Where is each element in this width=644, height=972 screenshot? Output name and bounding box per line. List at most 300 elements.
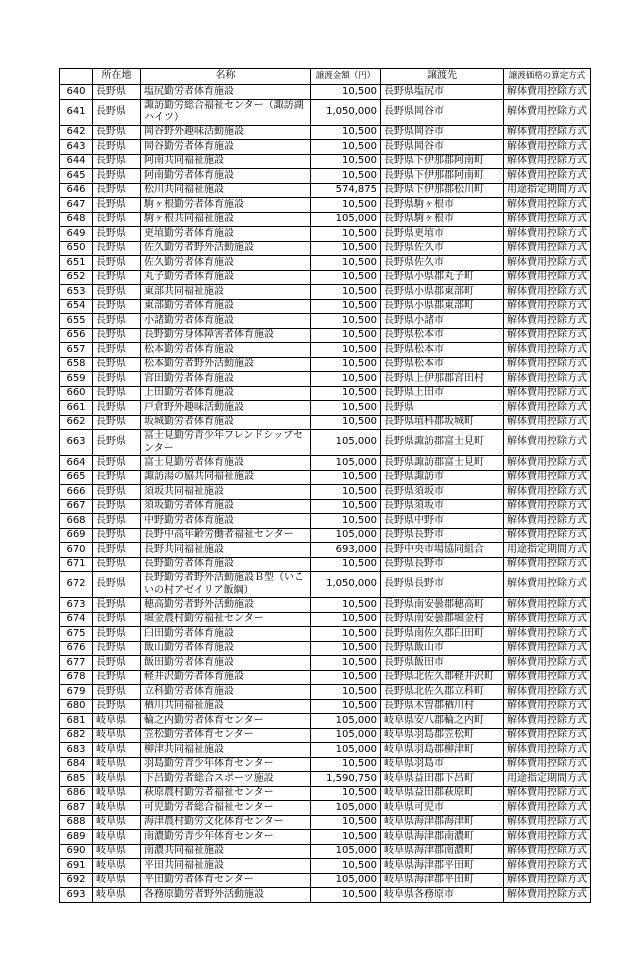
row-amount: 105,000 [311,728,381,743]
row-name: 富士見勤労者体育施設 [141,456,311,471]
row-name: 丸子勤労者体育施設 [141,270,311,285]
row-method: 解体費用控除方式 [504,227,591,242]
row-number: 647 [60,198,93,213]
row-location: 岐阜県 [93,844,141,859]
row-number: 640 [60,85,93,100]
row-method: 解体費用控除方式 [504,612,591,627]
row-transferee: 岐阜県海津郡南濃町 [381,844,504,859]
row-amount: 10,500 [311,343,381,358]
row-name: 下呂勤労者総合スポーツ施設 [141,772,311,787]
row-transferee: 長野県南佐久郡臼田町 [381,627,504,642]
row-location: 長野県 [93,430,141,456]
row-location: 長野県 [93,314,141,329]
row-name: 長野共同福祉施設 [141,543,311,558]
row-location: 長野県 [93,154,141,169]
row-transferee: 長野県佐久市 [381,241,504,256]
row-method: 解体費用控除方式 [504,415,591,430]
row-number: 664 [60,456,93,471]
row-transferee: 長野県諏訪郡富士見町 [381,430,504,456]
row-location: 長野県 [93,140,141,155]
row-method: 解体費用控除方式 [504,328,591,343]
row-transferee: 長野県松本市 [381,343,504,358]
row-amount: 105,000 [311,844,381,859]
row-number: 660 [60,386,93,401]
row-method: 解体費用控除方式 [504,757,591,772]
row-method: 解体費用控除方式 [504,140,591,155]
table-row [60,198,591,213]
row-name: 岡谷勤労者体育施設 [141,140,311,155]
table-row [60,714,591,729]
row-method: 用途指定期間方式 [504,772,591,787]
row-transferee: 長野県北佐久郡立科町 [381,685,504,700]
row-location: 長野県 [93,670,141,685]
row-transferee: 長野県木曽郡楢川村 [381,699,504,714]
row-location: 長野県 [93,270,141,285]
row-number: 654 [60,299,93,314]
row-amount: 10,500 [311,198,381,213]
row-location: 長野県 [93,699,141,714]
row-amount: 105,000 [311,801,381,816]
row-amount: 1,590,750 [311,772,381,787]
row-method: 解体費用控除方式 [504,743,591,758]
row-number: 678 [60,670,93,685]
row-transferee: 長野県小県郡丸子町 [381,270,504,285]
row-name: 萩原農村勤労者福祉センター [141,786,311,801]
table-row [60,743,591,758]
row-method: 用途指定期間方式 [504,543,591,558]
row-number: 676 [60,641,93,656]
row-amount: 10,500 [311,372,381,387]
row-method: 解体費用控除方式 [504,386,591,401]
table-row [60,470,591,485]
row-transferee: 長野県小県郡東部町 [381,299,504,314]
row-method: 解体費用控除方式 [504,888,591,903]
row-transferee: 長野県長野市 [381,528,504,543]
row-method: 解体費用控除方式 [504,99,591,125]
row-amount: 10,500 [311,627,381,642]
row-amount: 105,000 [311,212,381,227]
row-method: 解体費用控除方式 [504,728,591,743]
row-method: 解体費用控除方式 [504,299,591,314]
row-amount: 10,500 [311,514,381,529]
row-name: 海津農村勤労文化体育センター [141,815,311,830]
row-number: 668 [60,514,93,529]
table-row [60,557,591,572]
row-location: 岐阜県 [93,743,141,758]
row-method: 解体費用控除方式 [504,485,591,500]
row-amount: 10,500 [311,227,381,242]
row-name: 更埴勤労者体育施設 [141,227,311,242]
table-row [60,844,591,859]
row-method: 解体費用控除方式 [504,85,591,100]
row-method: 解体費用控除方式 [504,499,591,514]
row-amount: 105,000 [311,873,381,888]
table-row [60,169,591,184]
row-location: 長野県 [93,612,141,627]
table-row [60,125,591,140]
row-location: 岐阜県 [93,728,141,743]
row-amount: 10,500 [311,470,381,485]
row-transferee: 長野県須坂市 [381,485,504,500]
table-row [60,456,591,471]
row-number: 687 [60,801,93,816]
row-location: 長野県 [93,470,141,485]
row-name: 平田勤労者体育センター [141,873,311,888]
row-number: 643 [60,140,93,155]
row-location: 長野県 [93,343,141,358]
table-row [60,801,591,816]
row-method: 解体費用控除方式 [504,557,591,572]
row-name: 東部勤労者体育施設 [141,299,311,314]
row-location: 長野県 [93,543,141,558]
row-name: 佐久勤労者体育施設 [141,256,311,271]
row-name: 塩尻勤労者体育施設 [141,85,311,100]
header-name: 名称 [141,69,311,85]
row-method: 解体費用控除方式 [504,714,591,729]
row-amount: 10,500 [311,241,381,256]
row-method: 解体費用控除方式 [504,169,591,184]
table-row [60,699,591,714]
table-row [60,227,591,242]
table-header-row [60,69,591,85]
table-row [60,641,591,656]
row-amount: 10,500 [311,314,381,329]
row-name: 平田共同福祉施設 [141,859,311,874]
row-amount: 10,500 [311,888,381,903]
row-method: 用途指定期間方式 [504,183,591,198]
row-method: 解体費用控除方式 [504,514,591,529]
table-row [60,99,591,125]
row-transferee: 岐阜県海津郡海津町 [381,815,504,830]
row-method: 解体費用控除方式 [504,572,591,598]
row-method: 解体費用控除方式 [504,470,591,485]
row-method: 解体費用控除方式 [504,212,591,227]
row-amount: 10,500 [311,612,381,627]
row-number: 648 [60,212,93,227]
row-number: 692 [60,873,93,888]
row-amount: 10,500 [311,859,381,874]
table-row [60,401,591,416]
row-location: 長野県 [93,557,141,572]
row-location: 長野県 [93,401,141,416]
table-row [60,772,591,787]
table-row [60,241,591,256]
row-transferee: 長野県諏訪市 [381,470,504,485]
row-number: 658 [60,357,93,372]
table-row [60,670,591,685]
table-row [60,514,591,529]
row-name: 楢川共同福祉施設 [141,699,311,714]
row-name: 東部共同福祉施設 [141,285,311,300]
table-row [60,656,591,671]
row-number: 675 [60,627,93,642]
row-location: 長野県 [93,656,141,671]
table-row [60,543,591,558]
row-amount: 693,000 [311,543,381,558]
row-location: 長野県 [93,685,141,700]
row-amount: 105,000 [311,528,381,543]
row-location: 長野県 [93,499,141,514]
table-row [60,685,591,700]
row-number: 685 [60,772,93,787]
row-transferee: 岐阜県海津郡平田町 [381,859,504,874]
row-name: 諏訪湯の脇共同福祉施設 [141,470,311,485]
row-transferee: 長野県松本市 [381,328,504,343]
row-location: 長野県 [93,125,141,140]
row-transferee: 長野県飯田市 [381,656,504,671]
row-transferee: 長野中央市場協同組合 [381,543,504,558]
row-amount: 10,500 [311,285,381,300]
table-row [60,612,591,627]
row-number: 649 [60,227,93,242]
header-method: 譲渡価格の算定方式 [504,69,591,85]
row-number: 645 [60,169,93,184]
row-amount: 10,500 [311,270,381,285]
row-amount: 10,500 [311,357,381,372]
header-location: 所在地 [93,69,141,85]
row-method: 解体費用控除方式 [504,456,591,471]
row-number: 652 [60,270,93,285]
table-row [60,888,591,903]
row-number: 674 [60,612,93,627]
row-method: 解体費用控除方式 [504,528,591,543]
row-name: 軽井沢勤労者体育施設 [141,670,311,685]
row-number: 665 [60,470,93,485]
row-method: 解体費用控除方式 [504,685,591,700]
row-name: 南濃共同福祉施設 [141,844,311,859]
row-location: 長野県 [93,357,141,372]
row-method: 解体費用控除方式 [504,357,591,372]
document-page [59,68,591,903]
table-row [60,757,591,772]
row-method: 解体費用控除方式 [504,343,591,358]
row-number: 659 [60,372,93,387]
row-transferee: 長野県小県郡東部町 [381,285,504,300]
row-name: 須坂勤労者体育施設 [141,499,311,514]
table-row [60,485,591,500]
row-method: 解体費用控除方式 [504,598,591,613]
row-amount: 10,500 [311,815,381,830]
row-number: 671 [60,557,93,572]
header-transferee: 譲渡先 [381,69,504,85]
table-row [60,85,591,100]
row-transferee: 長野県飯山市 [381,641,504,656]
row-location: 岐阜県 [93,801,141,816]
row-transferee: 長野県中野市 [381,514,504,529]
row-amount: 10,500 [311,125,381,140]
row-method: 解体費用控除方式 [504,372,591,387]
row-location: 長野県 [93,256,141,271]
row-name: 中野勤労者体育施設 [141,514,311,529]
row-name: 長野勤労者体育施設 [141,557,311,572]
table-row [60,499,591,514]
row-transferee: 長野県塩尻市 [381,85,504,100]
row-name: 諏訪勤労総合福祉センター（諏訪湖ハイツ） [141,99,311,125]
row-method: 解体費用控除方式 [504,670,591,685]
row-transferee: 長野県岡谷市 [381,125,504,140]
table-row [60,430,591,456]
row-method: 解体費用控除方式 [504,641,591,656]
row-amount: 10,500 [311,415,381,430]
row-number: 651 [60,256,93,271]
row-transferee: 岐阜県羽島郡柳津町 [381,743,504,758]
row-method: 解体費用控除方式 [504,285,591,300]
row-number: 667 [60,499,93,514]
row-location: 長野県 [93,372,141,387]
row-method: 解体費用控除方式 [504,699,591,714]
row-name: 長野勤労身体障害者体育施設 [141,328,311,343]
row-transferee: 長野県松本市 [381,357,504,372]
row-number: 683 [60,743,93,758]
row-transferee: 岐阜県海津郡平田町 [381,873,504,888]
row-location: 長野県 [93,183,141,198]
row-number: 693 [60,888,93,903]
row-number: 644 [60,154,93,169]
row-amount: 10,500 [311,670,381,685]
table-row [60,386,591,401]
table-row [60,815,591,830]
row-transferee: 長野県佐久市 [381,256,504,271]
row-name: 阿南共同福祉施設 [141,154,311,169]
row-name: 笠松勤労者体育センター [141,728,311,743]
table-row [60,212,591,227]
row-amount: 10,500 [311,328,381,343]
row-name: 坂城勤労者体育施設 [141,415,311,430]
row-method: 解体費用控除方式 [504,256,591,271]
row-transferee: 岐阜県益田郡下呂町 [381,772,504,787]
row-number: 681 [60,714,93,729]
row-number: 673 [60,598,93,613]
row-location: 長野県 [93,299,141,314]
row-location: 岐阜県 [93,714,141,729]
row-location: 長野県 [93,285,141,300]
row-name: 佐久勤労者野外活動施設 [141,241,311,256]
row-name: 可児勤労者総合福祉センター [141,801,311,816]
row-name: 飯山勤労者体育施設 [141,641,311,656]
row-number: 688 [60,815,93,830]
row-method: 解体費用控除方式 [504,873,591,888]
table-row [60,572,591,598]
row-location: 長野県 [93,85,141,100]
row-method: 解体費用控除方式 [504,125,591,140]
row-location: 岐阜県 [93,859,141,874]
row-location: 長野県 [93,99,141,125]
row-location: 岐阜県 [93,786,141,801]
table-row [60,728,591,743]
row-transferee: 長野県下伊那郡松川町 [381,183,504,198]
row-number: 672 [60,572,93,598]
row-location: 長野県 [93,641,141,656]
row-location: 長野県 [93,212,141,227]
row-transferee: 長野県長野市 [381,572,504,598]
row-location: 長野県 [93,227,141,242]
row-number: 670 [60,543,93,558]
table-row [60,183,591,198]
table-row [60,299,591,314]
row-transferee: 岐阜県可児市 [381,801,504,816]
row-location: 長野県 [93,528,141,543]
row-name: 戸倉野外趣味活動施設 [141,401,311,416]
row-amount: 10,500 [311,85,381,100]
row-amount: 10,500 [311,256,381,271]
row-amount: 10,500 [311,786,381,801]
table-row [60,314,591,329]
row-name: 小諸勤労者体育施設 [141,314,311,329]
row-transferee: 長野県埴科郡坂城町 [381,415,504,430]
row-transferee: 長野県駒ヶ根市 [381,212,504,227]
row-transferee: 岐阜県益田郡萩原町 [381,786,504,801]
table-row [60,859,591,874]
row-number: 691 [60,859,93,874]
row-transferee: 長野県下伊那郡阿南町 [381,154,504,169]
row-transferee: 長野県須坂市 [381,499,504,514]
row-transferee: 岐阜県各務原市 [381,888,504,903]
row-location: 長野県 [93,198,141,213]
row-name: 飯田勤労者体育施設 [141,656,311,671]
row-method: 解体費用控除方式 [504,154,591,169]
row-amount: 10,500 [311,598,381,613]
row-amount: 10,500 [311,499,381,514]
row-method: 解体費用控除方式 [504,627,591,642]
row-amount: 10,500 [311,685,381,700]
header-amount: 譲渡金額（円） [311,69,381,85]
row-amount: 10,500 [311,401,381,416]
row-name: 富士見勤労青少年フレンドシップセンター [141,430,311,456]
row-name: 柳津共同福祉施設 [141,743,311,758]
table-row [60,140,591,155]
table-row [60,598,591,613]
table-row [60,357,591,372]
row-number: 642 [60,125,93,140]
row-number: 666 [60,485,93,500]
table-row [60,873,591,888]
row-transferee: 長野県上伊那郡宮田村 [381,372,504,387]
row-location: 長野県 [93,598,141,613]
row-number: 661 [60,401,93,416]
row-name: 須坂共同福祉施設 [141,485,311,500]
row-location: 長野県 [93,485,141,500]
row-name: 輪之内勤労者体育センター [141,714,311,729]
row-amount: 574,875 [311,183,381,198]
row-number: 680 [60,699,93,714]
row-name: 各務原勤労者野外活動施設 [141,888,311,903]
row-transferee: 岐阜県羽島市 [381,757,504,772]
row-amount: 1,050,000 [311,572,381,598]
row-number: 677 [60,656,93,671]
row-transferee: 長野県下伊那郡阿南町 [381,169,504,184]
row-transferee: 長野県上田市 [381,386,504,401]
row-amount: 10,500 [311,699,381,714]
row-number: 646 [60,183,93,198]
row-number: 656 [60,328,93,343]
row-transferee: 岐阜県安八郡輪之内町 [381,714,504,729]
row-location: 岐阜県 [93,772,141,787]
row-name: 駒ヶ根共同福祉施設 [141,212,311,227]
row-name: 松川共同福祉施設 [141,183,311,198]
row-number: 669 [60,528,93,543]
row-name: 阿南勤労者体育施設 [141,169,311,184]
table-row [60,415,591,430]
row-method: 解体費用控除方式 [504,859,591,874]
row-name: 岡谷野外趣味活動施設 [141,125,311,140]
row-transferee: 長野県諏訪郡富士見町 [381,456,504,471]
row-name: 堀金農村勤労福祉センター [141,612,311,627]
row-name: 松本勤労者体育施設 [141,343,311,358]
table-row [60,256,591,271]
row-name: 上田勤労者体育施設 [141,386,311,401]
row-transferee: 岐阜県海津郡南濃町 [381,830,504,845]
row-transferee: 長野県更埴市 [381,227,504,242]
